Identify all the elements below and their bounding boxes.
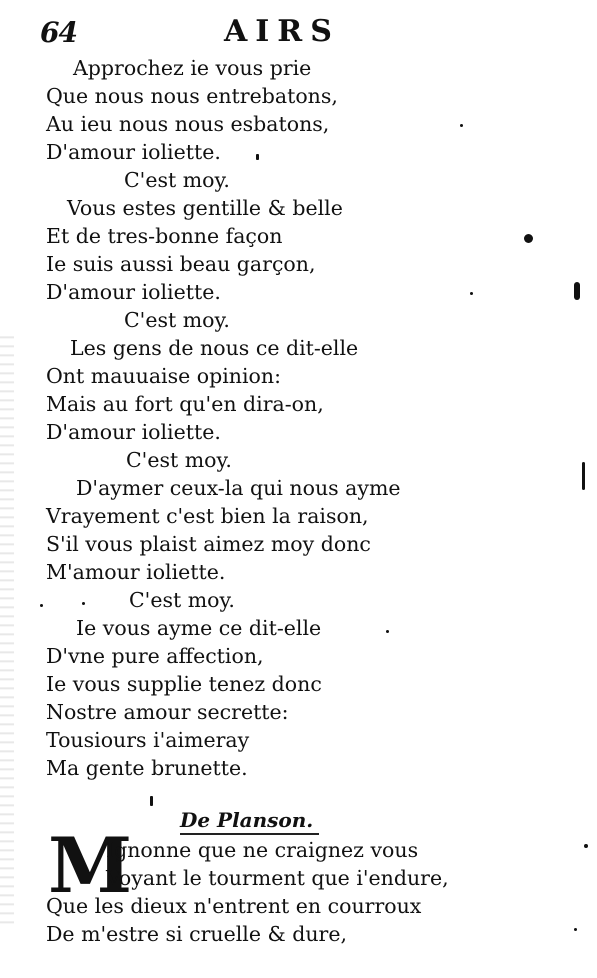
- verse-line: Ie vous ayme ce dit-elle: [76, 616, 322, 640]
- verse-line: D'amour ioliette.: [46, 280, 221, 304]
- ink-speck: [150, 796, 153, 806]
- running-title: AIRS: [224, 14, 340, 49]
- ink-speck: [524, 234, 533, 243]
- verse-line: Vrayement c'est bien la raison,: [46, 504, 369, 528]
- verse-line: Que nous nous entrebatons,: [46, 84, 338, 108]
- verse-line: Ie vous supplie tenez donc: [46, 672, 322, 696]
- verse-line: D'amour ioliette.: [46, 140, 221, 164]
- refrain-line: C'est moy.: [124, 168, 230, 192]
- verse-line: Nostre amour secrette:: [46, 700, 289, 724]
- verse-line: Ie suis aussi beau garçon,: [46, 252, 316, 276]
- verse-line: Vous estes gentille & belle: [67, 196, 343, 220]
- verse-line: Les gens de nous ce dit-elle: [70, 336, 359, 360]
- verse-line: D'vne pure affection,: [46, 644, 264, 668]
- verse-line: Au ieu nous nous esbatons,: [46, 112, 330, 136]
- verse-line: M'amour ioliette.: [46, 560, 226, 584]
- refrain-line: C'est moy.: [126, 448, 232, 472]
- ink-speck: [582, 462, 585, 490]
- page-header: [40, 14, 360, 50]
- ink-speck: [574, 282, 580, 300]
- verse-line: Que les dieux n'entrent en courroux: [46, 894, 422, 918]
- ink-speck: [584, 844, 588, 848]
- verse-line: Approchez ie vous prie: [73, 56, 312, 80]
- verse-line: Ignonne que ne craignez vous: [106, 838, 419, 862]
- verse-line: Tousiours i'aimeray: [46, 728, 250, 752]
- verse-line: De m'estre si cruelle & dure,: [46, 922, 348, 946]
- drop-cap: M: [48, 821, 133, 910]
- ink-speck: [470, 292, 473, 295]
- ink-speck: [386, 630, 389, 633]
- verse-line: Et de tres-bonne façon: [46, 224, 283, 248]
- verse-line: D'amour ioliette.: [46, 420, 221, 444]
- verse-line: Mais au fort qu'en dira-on,: [46, 392, 324, 416]
- ink-speck: [460, 124, 463, 127]
- verse-line: Ma gente brunette.: [46, 756, 248, 780]
- refrain-line: C'est moy.: [129, 588, 235, 612]
- verse-line: S'il vous plaist aimez moy donc: [46, 532, 371, 556]
- refrain-line: C'est moy.: [124, 308, 230, 332]
- verse-line: Voyant le tourment que i'endure,: [106, 866, 449, 890]
- binding-gutter: [0, 330, 14, 930]
- page-number: 64: [40, 16, 77, 49]
- ink-speck: [82, 602, 85, 605]
- author-heading: De Planson.: [180, 808, 314, 832]
- ink-speck: [40, 604, 43, 607]
- ink-speck: [256, 154, 259, 160]
- verse-line: D'aymer ceux-la qui nous ayme: [76, 476, 401, 500]
- verse-line: Ont mauuaise opinion:: [46, 364, 282, 388]
- ink-speck: [574, 928, 577, 931]
